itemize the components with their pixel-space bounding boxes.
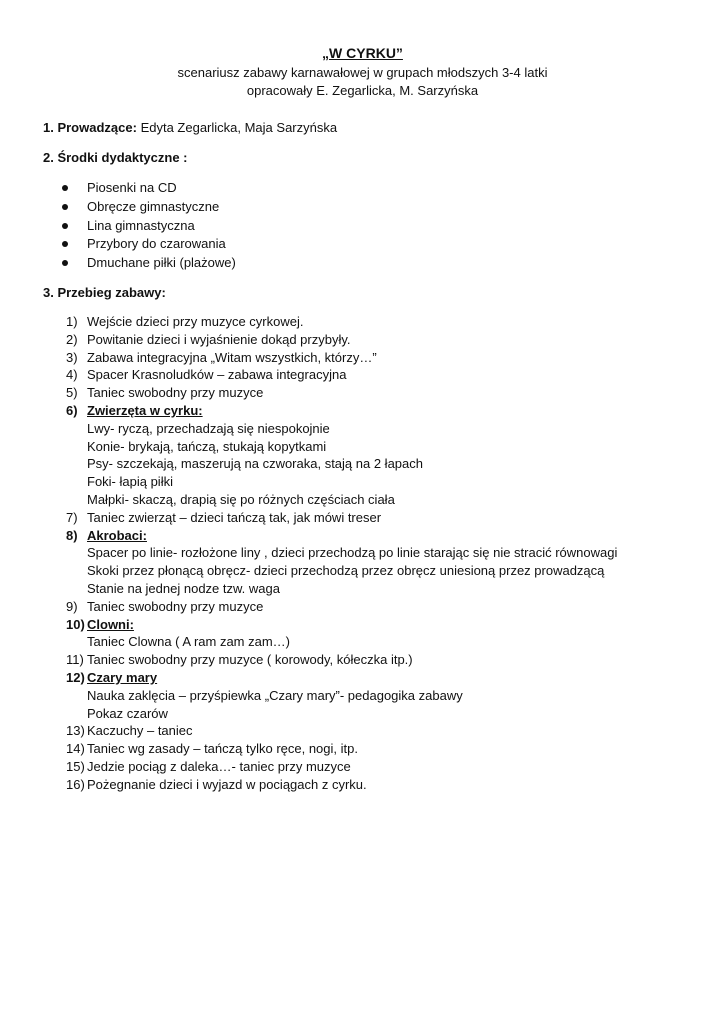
list-item: 12) Czary mary: [66, 669, 158, 685]
list-item: 8) Akrobaci:: [66, 527, 147, 543]
sub-item: Taniec Clowna ( A ram zam zam…): [87, 634, 291, 650]
section-leaders-label: 1. Prowadzące:: [43, 120, 137, 135]
sub-item: Foki- łapią piłki: [87, 474, 173, 490]
sub-item: Małpki- skaczą, drapią się po różnych częściach ciała: [87, 491, 395, 507]
list-item: 11) Taniec swobodny przy muzyce ( korowody, kółeczka itp.): [66, 652, 413, 668]
bullet-icon: [62, 260, 68, 266]
section-materials-heading: [43, 149, 188, 167]
sub-item: Stanie na jednej nodze tzw. waga: [87, 580, 280, 596]
section-leaders-value: Edyta Zegarlicka, Maja Sarzyńska: [140, 120, 338, 135]
section-materials-label: 2. Środki dydaktyczne :: [43, 150, 188, 165]
list-item: 13) Kaczuchy – taniec: [66, 723, 193, 739]
sub-item: Nauka zaklęcia – przyśpiewka „Czary mary”- pedagogika zabawy: [87, 687, 463, 703]
list-item: 2) Powitanie dzieci i wyjaśnienie dokąd przybyły.: [66, 331, 351, 347]
list-item: 3) Zabawa integracyjna „Witam wszystkich, którzy…”: [66, 349, 377, 365]
list-item: Dmuchane piłki (plażowe): [62, 254, 236, 273]
section-leaders: [43, 119, 337, 137]
section-course-label: 3. Przebieg zabawy:: [43, 285, 166, 300]
course-steps-list: [66, 313, 617, 794]
list-item: 1) Wejście dzieci przy muzyce cyrkowej.: [66, 314, 304, 329]
sub-item: Skoki przez płonącą obręcz- dzieci przechodzą przez obręcz uniesioną przez prowadzącą: [87, 563, 605, 579]
sub-item: Spacer po linie- rozłożone liny , dzieci przechodzą po linie starając się nie stracić równowagi: [87, 545, 618, 561]
materials-list: [62, 179, 236, 273]
section-course-heading: [43, 284, 166, 302]
bullet-icon: [62, 241, 68, 247]
list-item: 5) Taniec swobodny przy muzyce: [66, 385, 264, 401]
list-item: 16) Pożegnanie dzieci i wyjazd w pociągach z cyrku.: [66, 776, 367, 792]
bullet-icon: [62, 223, 68, 229]
list-item: 15) Jedzie pociąg z daleka…- taniec przy muzyce: [66, 758, 351, 774]
document-authors: opracowały E. Zegarlicka, M. Sarzyńska: [246, 83, 479, 98]
sub-item: Lwy- ryczą, przechadzają się niespokojnie: [87, 420, 330, 436]
document-title: „W CYRKU”: [322, 45, 403, 61]
bullet-icon: [62, 185, 68, 191]
bullet-icon: [62, 204, 68, 210]
list-item: Piosenki na CD: [62, 179, 236, 198]
sub-item: Pokaz czarów: [87, 705, 168, 721]
list-item: Lina gimnastyczna: [62, 217, 236, 236]
list-item: 6) Zwierzęta w cyrku:: [66, 402, 203, 418]
sub-item: Konie- brykają, tańczą, stukają kopytkami: [87, 438, 327, 454]
list-item: 4) Spacer Krasnoludków – zabawa integracyjna: [66, 367, 347, 383]
list-item: Przybory do czarowania: [62, 235, 236, 254]
sub-item: Psy- szczekają, maszerują na czworaka, stają na 2 łapach: [87, 456, 423, 472]
list-item: 9) Taniec swobodny przy muzyce: [66, 598, 264, 614]
list-item: 14) Taniec wg zasady – tańczą tylko ręce, nogi, itp.: [66, 741, 358, 757]
list-item: Obręcze gimnastyczne: [62, 198, 236, 217]
list-item: 7) Taniec zwierząt – dzieci tańczą tak, jak mówi treser: [66, 509, 382, 525]
list-item: 10) Clowni:: [66, 616, 134, 632]
document-subtitle: scenariusz zabawy karnawałowej w grupach młodszych 3-4 latki: [177, 65, 548, 80]
